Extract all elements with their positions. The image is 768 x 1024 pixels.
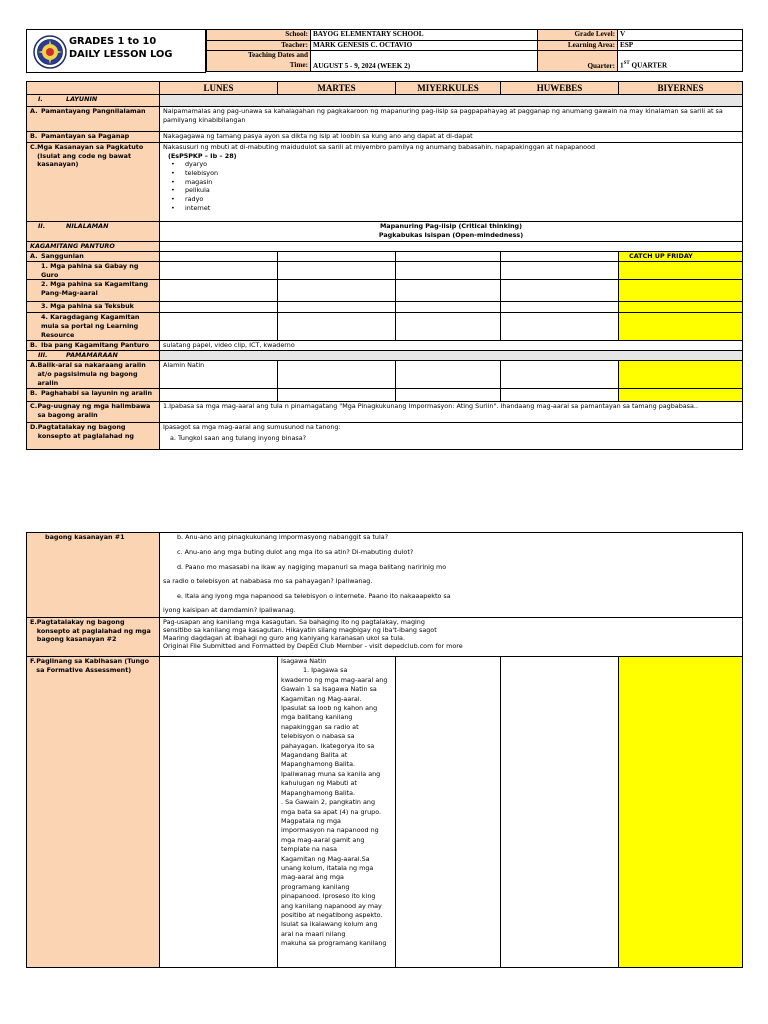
kasanayan-row xyxy=(27,143,743,222)
b-label-text: Pamantayan sa Paganap xyxy=(41,132,130,141)
question-d-line1: d. Paano mo masasabi na ikaw ay nagiging mapanuri sa maga balitang naririnig mo xyxy=(177,563,447,571)
pamantayang-pangnilalaman-label xyxy=(27,107,160,132)
sanggunian-num: A. xyxy=(30,252,38,261)
iba-text: Iba pang Kagamitang Panturo xyxy=(41,341,149,350)
day-monday: LUNES xyxy=(160,82,278,95)
deped-seal-icon xyxy=(33,35,67,69)
header-info-table xyxy=(206,29,743,72)
grade-label: Grade Level: xyxy=(538,30,618,41)
cell xyxy=(501,302,619,313)
f-text: Paglinang sa Kabihasan (Tungo sa Formative Assessment) xyxy=(36,657,150,674)
f-line: Kagamitan ng Mag-aaral. xyxy=(281,694,362,703)
e-line2: sensitibo sa kanilang mga kasagutan. Hikayatin silang magbigay ng iba't-ibang sagot xyxy=(163,626,437,634)
f-line: makuha sa programang kanilang xyxy=(281,939,387,948)
iba-pang-kagamitan-label xyxy=(27,341,160,351)
cell xyxy=(278,302,396,313)
cell xyxy=(501,252,619,262)
cell xyxy=(396,280,501,302)
iba-num: B. xyxy=(30,341,38,350)
question-c: c. Anu-ano ang mga buting dulot ang mga ito sa atin? Di-mabuting dulot? xyxy=(177,548,414,556)
nilalaman-row xyxy=(27,222,743,242)
area-label: Learning Area: xyxy=(538,40,618,51)
iba-pang-kagamitan-text: sulatang papel, video clip, ICT, kwaderno xyxy=(160,341,743,351)
pagtatalakay-1-label xyxy=(27,423,160,450)
layunin-blank xyxy=(160,95,743,107)
gabay-guro-row xyxy=(27,262,743,280)
question-d-line2: sa radio o telebisyon at nababasa mo sa pahayagan? Ipaliwanag. xyxy=(163,577,373,585)
f-line: aral na maari nilang xyxy=(281,929,346,938)
teksbuk-row xyxy=(27,302,743,313)
e-num: E. xyxy=(30,618,37,626)
media-list xyxy=(163,160,739,212)
pamantayang-pangnilalaman-row xyxy=(27,107,743,132)
catch-up-friday: CATCH UP FRIDAY xyxy=(619,252,743,262)
question-a: a. Tungkol saan ang tulang inyong binasa? xyxy=(170,434,307,443)
cell xyxy=(160,657,278,968)
lesson-log-table-continued xyxy=(26,532,743,968)
nilalaman-section-label xyxy=(27,222,160,242)
cell xyxy=(278,262,396,280)
list-item: • internet xyxy=(171,204,739,213)
f-line: ang kanilang napanood ay may xyxy=(281,901,382,910)
logo-title-box xyxy=(26,29,206,73)
e-line4: Original File Submitted and Formatted by DepEd Club Member - visit depedclub.com for more xyxy=(163,642,463,650)
f-line: kwaderno ng mga mag-aaral ang xyxy=(281,675,388,684)
school-label: School: xyxy=(207,30,311,41)
quarter-label: Quarter: xyxy=(538,51,618,72)
pamamaraan-label: PAMAMARAAN xyxy=(66,351,118,360)
quarter-num: 1 xyxy=(620,61,624,70)
f-line: Gawain 1 sa Isagawa Natin sa xyxy=(281,685,377,694)
nilalaman-line1: Mapanuring Pag-iisip (Critical thinking) xyxy=(379,222,523,231)
day-friday: BIYERNES xyxy=(619,82,743,95)
pagtatalakay-2-row xyxy=(27,618,743,657)
dates-label xyxy=(207,51,311,72)
cell xyxy=(278,252,396,262)
cell xyxy=(160,280,278,302)
pamantayan-paganap-text: Nakagagawa ng tamang pasya ayon sa dikta ng isip at loobin sa kung ano ang dapat at di-dapat xyxy=(160,132,743,143)
kagamitang-mag-aaral-row xyxy=(27,280,743,302)
iba-pang-kagamitan-row xyxy=(27,341,743,351)
f-line: mga balitang kanilang xyxy=(281,713,353,722)
f-line: impormasyon na napanood ng xyxy=(281,826,379,835)
cell xyxy=(396,252,501,262)
quarter-value xyxy=(618,51,743,72)
pag-uugnay-label xyxy=(27,402,160,423)
cell xyxy=(396,262,501,280)
pb-text: Paghahabi sa layunin ng aralin xyxy=(41,389,153,398)
cell xyxy=(501,280,619,302)
f-line: Isulat sa ikalawang kolum ang xyxy=(281,920,378,929)
pagtatalakay-2-label xyxy=(27,618,160,657)
cell xyxy=(160,302,278,313)
grade-value: V xyxy=(618,30,743,41)
pagtatalakay-1-cont-row xyxy=(27,533,743,618)
f-line: . Sa Gawain 2, pangkatin ang xyxy=(281,798,376,807)
a-label-text: Pamantayang Pangnilalaman xyxy=(41,107,146,116)
f-line: mga bata sa apat (4) na grupo. xyxy=(281,807,382,816)
kasanayan-text xyxy=(160,143,743,222)
paglinang-label xyxy=(27,657,160,968)
pc-text: Pag-uugnay ng mga halimbawa sa bagong aralin xyxy=(37,402,151,420)
pag-uugnay-row xyxy=(27,402,743,423)
a-num: A. xyxy=(30,107,38,116)
list-item: • magasin xyxy=(171,178,739,187)
c-num: C. xyxy=(30,143,38,152)
pc-num: C. xyxy=(30,402,38,411)
f-line: napakinggan sa radio at xyxy=(281,722,359,731)
cell xyxy=(160,252,278,262)
pagtatalakay-1-row xyxy=(27,423,743,450)
pag-uugnay-text: 1.Ipabasa sa mga mag-aaral ang tula n pinamagatang "Mga Pinagkukunang Impormasyon: Ating Suriin". Ihandaang mag-aaral sa pamantayan sa tamang pagbabasa.. xyxy=(160,402,743,423)
nilalaman-line2: Pagkabukas Isispan (Open-mindedness) xyxy=(378,230,524,239)
f-line: Ipaliwanag muna sa kanila ang xyxy=(281,769,381,778)
dates-value: AUGUST 5 - 9, 2024 (WEEK 2) xyxy=(311,51,538,72)
cell xyxy=(396,313,501,341)
teacher-label: Teacher: xyxy=(207,40,311,51)
kagamitang-mag-aaral-label: 2. Mga pahina sa Kagamitang Pang-Mag-aaral xyxy=(27,280,160,302)
e-line3: Maaring dagdagan at ibahagi ng guro ang kaniyang karanasan ukol sa tula. xyxy=(163,634,406,642)
list-item: • dyaryo xyxy=(171,160,739,169)
pd-num: D. xyxy=(30,423,38,432)
layunin-num: I. xyxy=(38,95,43,104)
f-line: Mapanghamong Balita. xyxy=(281,760,356,769)
f-line: Ipasulat sa loob ng kahon ang xyxy=(281,704,378,713)
sanggunian-text: Sanggunian xyxy=(41,252,84,261)
teacher-value: MARK GENESIS C. OCTAVIO xyxy=(311,40,538,51)
cell xyxy=(501,313,619,341)
f-line: pinapanood. Iproseso ito king xyxy=(281,892,376,901)
f-line: programang kanilang xyxy=(281,882,350,891)
cell xyxy=(160,389,278,402)
isagawa-heading: Isagawa Natin xyxy=(281,657,327,665)
f-num: F. xyxy=(30,657,36,665)
day-header-blank xyxy=(27,82,160,95)
quarter-sup: ST xyxy=(623,61,630,67)
list-item: • radyo xyxy=(171,195,739,204)
c-label-text: Mga Kasanayan sa Pagkatuto (Isulat ang code ng bawat kasanayan) xyxy=(37,143,144,169)
pamantayan-paganap-label xyxy=(27,132,160,143)
question-e-line1: e. Itala ang iyong mga napanood sa telebisyon o internete. Paano ito nakaaapekto sa xyxy=(177,592,451,600)
dates-label-line1: Teaching Dates and xyxy=(247,51,308,60)
pamamaraan-section-label xyxy=(27,351,160,361)
pa-num: A. xyxy=(30,361,38,370)
karagdagang-kagamitan-row xyxy=(27,313,743,341)
layunin-section-label xyxy=(27,95,160,107)
list-item: • telebisyon xyxy=(171,169,739,178)
kagamitan-blank xyxy=(160,242,743,252)
f-line: positibo at negatibong aspekto. xyxy=(281,910,383,919)
kasanayan-label xyxy=(27,143,160,222)
f-line: mga mag-aaral gamit ang xyxy=(281,835,365,844)
pa-text: Balik-aral sa nakaraang aralin at/o pagsisimula ng bagong aralin xyxy=(37,361,146,387)
header xyxy=(26,29,742,73)
f-line: kahulugan ng Mabuti at xyxy=(281,779,357,788)
paglinang-row xyxy=(27,657,743,968)
nilalaman-text xyxy=(160,222,743,242)
balik-aral-text: Alamin Natin xyxy=(160,361,278,389)
pagtatalakay-intro: Ipasagot sa mga mag-aaral ang sumusunod na tanong: xyxy=(163,423,341,432)
quarter-word: QUARTER xyxy=(629,61,668,70)
pagtatalakay-1-cont-text xyxy=(160,533,743,618)
question-b: b. Anu-ano ang pinagkukunang impormasyong nabanggit sa tula? xyxy=(177,533,389,541)
pamamaraan-row xyxy=(27,351,743,361)
cell xyxy=(396,361,501,389)
e-line1: Pag-usapan ang kanilang mga kasagutan. Sa bahaging ito ng pagtalakay, maging xyxy=(163,618,425,626)
pamamaraan-blank xyxy=(160,351,743,361)
cell xyxy=(396,657,501,968)
cell xyxy=(619,280,743,302)
cell xyxy=(619,389,743,402)
cell xyxy=(396,302,501,313)
list-item: • pelikula xyxy=(171,186,739,195)
f-line: Kagamitan ng Mag-aaral.Sa xyxy=(281,854,370,863)
pamantayang-pangnilalaman-text: Naipamamalas ang pag-unawa sa kahalagahan ng pagkakaroon ng mapanuring pag-iisip sa pagpapahayag at pagganap ng anumang gawain na may kinalaman sa sarili at sa pamilyang kinabibilangan xyxy=(160,107,743,132)
cell xyxy=(501,262,619,280)
pagtatalakay-2-text xyxy=(160,618,743,657)
gabay-guro-label: 1. Mga pahina sa Gabay ng Guro xyxy=(27,262,160,280)
kasanayan-description: Nakasusuri ng mbuti at di-mabuting maidudulot sa sarili at miyembro pamilya ng anumang babasahin, napapakinggan at napapanood xyxy=(163,143,596,152)
cell xyxy=(278,280,396,302)
f-line: Magpatala ng mga xyxy=(281,816,341,825)
pagtatalakay-1-cont-label: bagong kasanayan #1 xyxy=(27,533,160,618)
b-num: B. xyxy=(30,132,38,141)
day-thursday: HUWEBES xyxy=(501,82,619,95)
pamantayan-sa-paganap-row xyxy=(27,132,743,143)
title-line-1: GRADES 1 to 10 xyxy=(69,36,157,47)
e-text: Pagtatalakay ng bagong konsepto at paglalahad ng mga bagong kasanayan #2 xyxy=(36,618,151,644)
cell xyxy=(396,389,501,402)
cell xyxy=(619,313,743,341)
cell xyxy=(619,657,743,968)
balik-aral-row xyxy=(27,361,743,389)
nilalaman-label: NILALAMAN xyxy=(66,222,109,231)
pd-text: Pagtatalakay ng bagong konsepto at paglalahad ng xyxy=(37,423,134,441)
f-line: mag-aaral ang mga xyxy=(281,873,344,882)
cell xyxy=(278,389,396,402)
paghahabi-row xyxy=(27,389,743,402)
cell xyxy=(619,262,743,280)
karagdagang-kagamitan-label: 4. Karagdagang Kagamitan mula sa portal ng Learning Resource xyxy=(27,313,160,341)
f-line: 1. Ipagawa sa xyxy=(303,666,348,675)
sanggunian-label xyxy=(27,252,160,262)
title-line-2: DAILY LESSON LOG xyxy=(69,49,173,60)
paghahabi-label xyxy=(27,389,160,402)
area-value: ESP xyxy=(618,40,743,51)
cell xyxy=(619,302,743,313)
paglinang-tuesday-text xyxy=(278,657,396,968)
pamamaraan-num: III. xyxy=(38,351,48,360)
f-line: Magandang Balita at xyxy=(281,751,348,760)
day-tuesday: MARTES xyxy=(278,82,396,95)
layunin-label: LAYUNIN xyxy=(66,95,98,104)
balik-aral-label xyxy=(27,361,160,389)
cell xyxy=(278,361,396,389)
cell xyxy=(501,657,619,968)
pb-num: B. xyxy=(30,389,38,398)
teksbuk-label: 3. Mga pahina sa Teksbuk xyxy=(27,302,160,313)
nilalaman-num: II. xyxy=(38,222,46,231)
cell xyxy=(160,313,278,341)
kasanayan-code: (EsP5PKP – Ib – 28) xyxy=(168,151,237,160)
day-header-row xyxy=(27,82,743,95)
f-line: unang kolum, itatala ng mga xyxy=(281,863,374,872)
f-line: pahayagan. Ikategorya ito sa xyxy=(281,741,375,750)
cell xyxy=(501,389,619,402)
f-line: template na nasa xyxy=(281,845,338,854)
lesson-log-table xyxy=(26,81,743,450)
kagamitan-row xyxy=(27,242,743,252)
school-value: BAYOG ELEMENTARY SCHOOL xyxy=(311,30,538,41)
pagtatalakay-1-text xyxy=(160,423,743,450)
cell xyxy=(160,262,278,280)
kagamitan-section-label: KAGAMITANG PANTURO xyxy=(27,242,160,252)
cell xyxy=(278,313,396,341)
cell xyxy=(619,361,743,389)
dates-label-line2: Time: xyxy=(289,60,308,69)
sanggunian-row xyxy=(27,252,743,262)
cell xyxy=(501,361,619,389)
f-line: Mapanghamong Balita. xyxy=(281,788,356,797)
question-e-line2: iyong kaisipan at damdamin? Ipaliwanag. xyxy=(163,606,296,614)
layunin-row xyxy=(27,95,743,107)
day-wednesday: MIYERKULES xyxy=(396,82,501,95)
f-line: telebisyon o nabasa sa xyxy=(281,732,355,741)
